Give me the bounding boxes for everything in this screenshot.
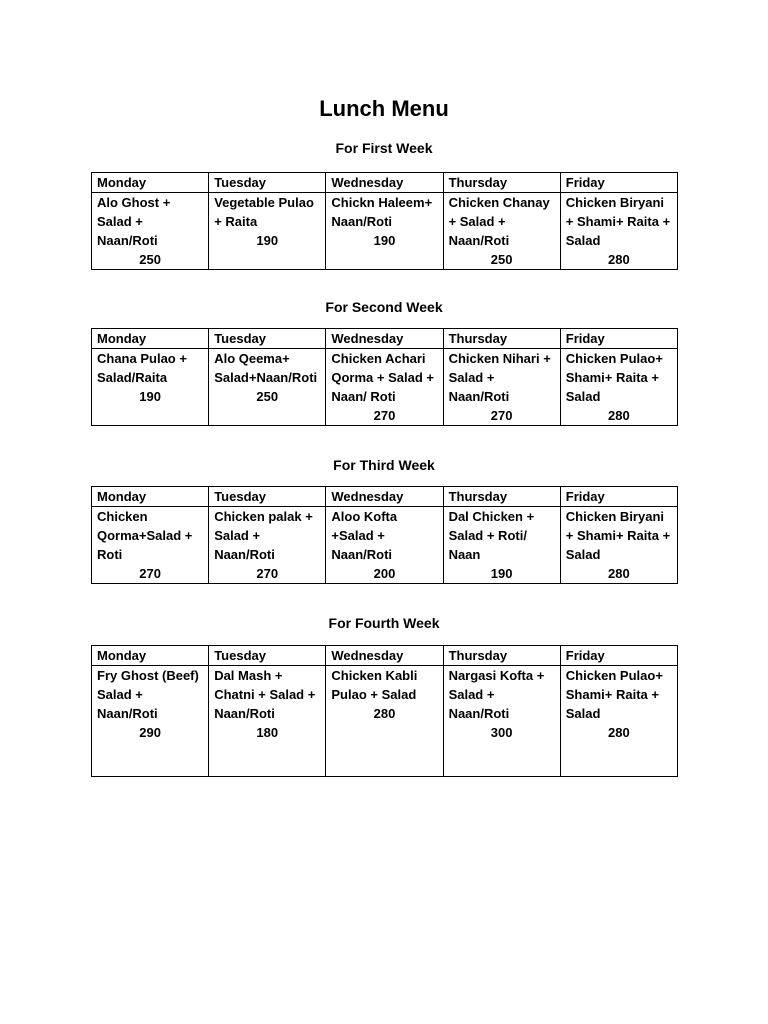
menu-cell-tuesday bbox=[209, 666, 326, 777]
price-text: 190 bbox=[373, 233, 396, 248]
day-header-monday: Monday bbox=[92, 329, 209, 349]
day-header-thursday: Thursday bbox=[443, 329, 560, 349]
price-text: 190 bbox=[256, 233, 279, 248]
table-header-row bbox=[92, 173, 678, 193]
menu-cell-wednesday bbox=[326, 666, 443, 777]
price-text: 270 bbox=[373, 408, 396, 423]
dish-text: Chicken Pulao+ Shami+ Raita + Salad bbox=[565, 668, 663, 721]
day-header-monday: Monday bbox=[92, 173, 209, 193]
week-3-table bbox=[91, 486, 678, 584]
dish-text: Chicken Chanay + Salad + Naan/Roti bbox=[448, 195, 550, 248]
dish-text: Chana Pulao + Salad/Raita bbox=[97, 351, 187, 385]
menu-cell-friday bbox=[560, 507, 677, 584]
menu-cell-thursday bbox=[443, 193, 560, 270]
menu-cell-friday bbox=[560, 193, 677, 270]
week-4-table bbox=[91, 645, 678, 777]
price-text: 290 bbox=[139, 725, 161, 740]
day-header-thursday: Thursday bbox=[443, 646, 560, 666]
menu-cell-thursday bbox=[443, 349, 560, 426]
table-header-row bbox=[92, 487, 678, 507]
day-header-tuesday: Tuesday bbox=[209, 646, 326, 666]
dish-text: Chicken palak + Salad + Naan/Roti bbox=[214, 509, 313, 562]
day-header-wednesday: Wednesday bbox=[326, 646, 443, 666]
table-header-row bbox=[92, 646, 678, 666]
dish-text: Alo Ghost + Salad + Naan/Roti bbox=[97, 195, 171, 248]
dish-text: Chickn Haleem+ Naan/Roti bbox=[331, 195, 433, 229]
table-row bbox=[92, 666, 678, 777]
day-header-friday: Friday bbox=[560, 487, 677, 507]
dish-text: Chicken Biryani + Shami+ Raita + Salad bbox=[565, 509, 671, 562]
page-title: Lunch Menu bbox=[319, 96, 449, 121]
table-row bbox=[92, 349, 678, 426]
menu-cell-wednesday bbox=[326, 349, 443, 426]
dish-text: Chicken Qorma+Salad + Roti bbox=[97, 509, 193, 562]
price-text: 280 bbox=[608, 252, 630, 267]
dish-text: Chicken Achari Qorma + Salad + Naan/ Roti bbox=[331, 351, 434, 404]
menu-cell-monday bbox=[92, 666, 209, 777]
week-2-heading: For Second Week bbox=[325, 299, 443, 315]
price-text: 280 bbox=[373, 706, 396, 721]
menu-cell-friday bbox=[560, 666, 677, 777]
week-3-heading: For Third Week bbox=[333, 457, 435, 473]
dish-text: Chicken Kabli Pulao + Salad bbox=[331, 668, 418, 702]
menu-cell-wednesday bbox=[326, 193, 443, 270]
week-4-heading: For Fourth Week bbox=[328, 615, 440, 631]
dish-text: Chicken Nihari + Salad + Naan/Roti bbox=[448, 351, 551, 404]
dish-text: Chicken Pulao+ Shami+ Raita + Salad bbox=[565, 351, 663, 404]
dish-text: Chicken Biryani + Shami+ Raita + Salad bbox=[565, 195, 671, 248]
price-text: 280 bbox=[608, 725, 630, 740]
week-1-heading: For First Week bbox=[335, 140, 433, 156]
menu-cell-monday bbox=[92, 349, 209, 426]
day-header-tuesday: Tuesday bbox=[209, 329, 326, 349]
day-header-monday: Monday bbox=[92, 487, 209, 507]
dish-text: Vegetable Pulao + Raita bbox=[214, 195, 314, 229]
price-text: 280 bbox=[608, 408, 630, 423]
price-text: 270 bbox=[490, 408, 513, 423]
menu-cell-monday bbox=[92, 193, 209, 270]
price-text: 250 bbox=[256, 389, 279, 404]
price-text: 190 bbox=[490, 566, 513, 581]
price-text: 180 bbox=[256, 725, 279, 740]
table-row bbox=[92, 193, 678, 270]
table-header-row bbox=[92, 329, 678, 349]
day-header-wednesday: Wednesday bbox=[326, 487, 443, 507]
dish-text: Alo Qeema+ Salad+Naan/Roti bbox=[214, 351, 318, 385]
day-header-thursday: Thursday bbox=[443, 173, 560, 193]
price-text: 250 bbox=[139, 252, 161, 267]
dish-text: Dal Chicken + Salad + Roti/ Naan bbox=[448, 509, 535, 562]
day-header-wednesday: Wednesday bbox=[326, 173, 443, 193]
day-header-monday: Monday bbox=[92, 646, 209, 666]
menu-cell-thursday bbox=[443, 666, 560, 777]
day-header-friday: Friday bbox=[560, 329, 677, 349]
menu-cell-tuesday bbox=[209, 507, 326, 584]
price-text: 300 bbox=[490, 725, 513, 740]
day-header-tuesday: Tuesday bbox=[209, 173, 326, 193]
week-1-table bbox=[91, 172, 678, 270]
menu-cell-friday bbox=[560, 349, 677, 426]
week-2-table bbox=[91, 328, 678, 426]
menu-cell-tuesday bbox=[209, 349, 326, 426]
dish-text: Aloo Kofta +Salad + Naan/Roti bbox=[331, 509, 398, 562]
day-header-friday: Friday bbox=[560, 646, 677, 666]
price-text: 270 bbox=[256, 566, 279, 581]
menu-cell-thursday bbox=[443, 507, 560, 584]
dish-text: Fry Ghost (Beef) Salad + Naan/Roti bbox=[97, 668, 199, 721]
table-row bbox=[92, 507, 678, 584]
price-text: 190 bbox=[139, 389, 161, 404]
menu-cell-wednesday bbox=[326, 507, 443, 584]
day-header-friday: Friday bbox=[560, 173, 677, 193]
dish-text: Dal Mash + Chatni + Salad + Naan/Roti bbox=[214, 668, 316, 721]
price-text: 250 bbox=[490, 252, 513, 267]
menu-cell-monday bbox=[92, 507, 209, 584]
day-header-wednesday: Wednesday bbox=[326, 329, 443, 349]
price-text: 280 bbox=[608, 566, 630, 581]
price-text: 270 bbox=[139, 566, 161, 581]
menu-cell-tuesday bbox=[209, 193, 326, 270]
day-header-thursday: Thursday bbox=[443, 487, 560, 507]
dish-text: Nargasi Kofta + Salad + Naan/Roti bbox=[448, 668, 545, 721]
day-header-tuesday: Tuesday bbox=[209, 487, 326, 507]
price-text: 200 bbox=[373, 566, 396, 581]
